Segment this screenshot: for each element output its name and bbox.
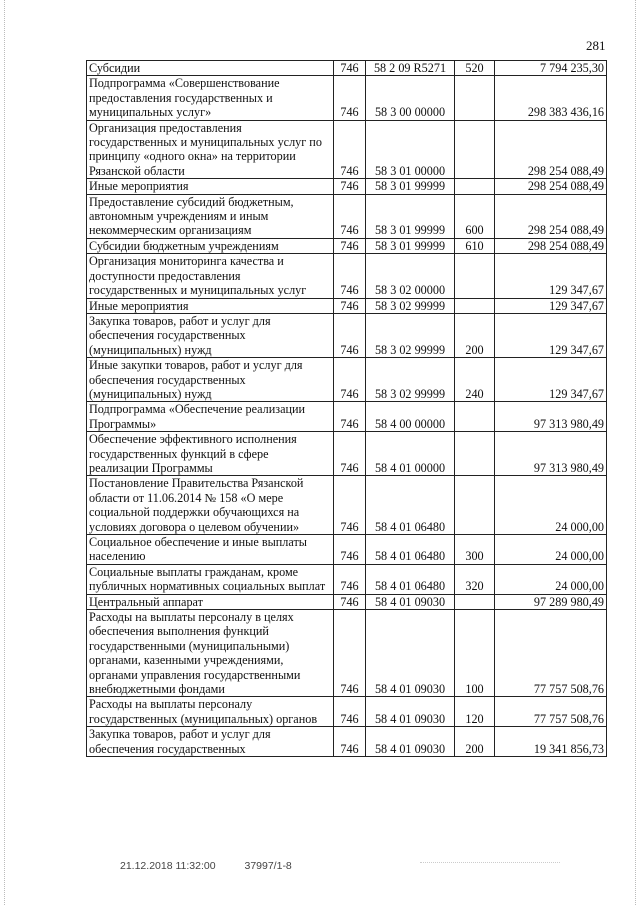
budget-table	[86, 60, 607, 757]
table-row	[87, 476, 607, 535]
cell-expense-kind	[455, 298, 495, 313]
cell-code: 58 4 01 09030	[366, 727, 455, 757]
footer-timestamp: 21.12.2018 11:32:00	[120, 860, 216, 872]
cell-expense-kind: 200	[455, 313, 495, 357]
cell-code: 58 3 01 99999	[366, 238, 455, 253]
cell-code: 58 3 01 00000	[366, 120, 455, 179]
footer	[120, 860, 318, 872]
cell-ministry: 746	[334, 432, 366, 476]
cell-code: 58 4 01 09030	[366, 610, 455, 697]
table-row	[87, 402, 607, 432]
cell-code: 58 4 00 00000	[366, 402, 455, 432]
cell-name: Центральный аппарат	[87, 594, 334, 609]
cell-expense-kind: 240	[455, 358, 495, 402]
table-row	[87, 61, 607, 76]
table-row	[87, 120, 607, 179]
cell-name: Социальные выплаты гражданам, кроме публичных нормативных социальных выплат	[87, 564, 334, 594]
cell-name: Субсидии	[87, 61, 334, 76]
cell-ministry: 746	[334, 179, 366, 194]
table-row	[87, 238, 607, 253]
table-row	[87, 432, 607, 476]
cell-amount: 7 794 235,30	[495, 61, 607, 76]
cell-expense-kind: 100	[455, 610, 495, 697]
cell-code: 58 4 01 06480	[366, 564, 455, 594]
cell-ministry: 746	[334, 76, 366, 120]
faint-stamp-line	[420, 862, 560, 873]
cell-expense-kind	[455, 179, 495, 194]
cell-name: Организация предоставления государственных и муниципальных услуг по принципу «одного окна» на территории Рязанской области	[87, 120, 334, 179]
page-number: 281	[586, 38, 606, 53]
cell-amount: 97 313 980,49	[495, 402, 607, 432]
cell-name: Иные мероприятия	[87, 179, 334, 194]
table-row	[87, 535, 607, 565]
cell-expense-kind: 610	[455, 238, 495, 253]
cell-expense-kind	[455, 76, 495, 120]
cell-expense-kind: 300	[455, 535, 495, 565]
cell-amount: 19 341 856,73	[495, 727, 607, 757]
cell-code: 58 3 01 99999	[366, 179, 455, 194]
cell-ministry: 746	[334, 313, 366, 357]
cell-ministry: 746	[334, 564, 366, 594]
cell-ministry: 746	[334, 535, 366, 565]
cell-expense-kind	[455, 476, 495, 535]
cell-expense-kind: 320	[455, 564, 495, 594]
cell-expense-kind: 600	[455, 194, 495, 238]
cell-code: 58 4 01 09030	[366, 697, 455, 727]
cell-expense-kind	[455, 594, 495, 609]
table-row	[87, 76, 607, 120]
cell-code: 58 4 01 06480	[366, 535, 455, 565]
cell-name: Подпрограмма «Обеспечение реализации Программы»	[87, 402, 334, 432]
cell-expense-kind: 120	[455, 697, 495, 727]
cell-code: 58 3 02 99999	[366, 298, 455, 313]
table-row	[87, 697, 607, 727]
cell-name: Подпрограмма «Совершенствование предоставления государственных и муниципальных услуг»	[87, 76, 334, 120]
cell-ministry: 746	[334, 238, 366, 253]
table-row	[87, 610, 607, 697]
cell-name: Иные мероприятия	[87, 298, 334, 313]
budget-table-body	[87, 61, 607, 757]
cell-amount: 77 757 508,76	[495, 610, 607, 697]
cell-code: 58 3 00 00000	[366, 76, 455, 120]
cell-amount: 298 383 436,16	[495, 76, 607, 120]
cell-amount: 129 347,67	[495, 298, 607, 313]
cell-amount: 97 289 980,49	[495, 594, 607, 609]
cell-code: 58 3 02 99999	[366, 358, 455, 402]
cell-name: Закупка товаров, работ и услуг для обеспечения государственных	[87, 727, 334, 757]
table-row	[87, 179, 607, 194]
table-row	[87, 313, 607, 357]
cell-ministry: 746	[334, 610, 366, 697]
cell-ministry: 746	[334, 358, 366, 402]
cell-name: Расходы на выплаты персоналу в целях обеспечения выполнения функций государственными (муниципальными) органами, казенными учреждениями, органами управления государственными внебюджетными фондами	[87, 610, 334, 697]
table-row	[87, 594, 607, 609]
table-row	[87, 194, 607, 238]
cell-ministry: 746	[334, 594, 366, 609]
cell-expense-kind: 200	[455, 727, 495, 757]
cell-amount: 97 313 980,49	[495, 432, 607, 476]
cell-expense-kind	[455, 120, 495, 179]
cell-name: Организация мониторинга качества и доступности предоставления государственных и муниципальных услуг	[87, 254, 334, 298]
cell-amount: 298 254 088,49	[495, 120, 607, 179]
cell-ministry: 746	[334, 402, 366, 432]
table-row	[87, 254, 607, 298]
left-margin-dots	[4, 0, 8, 905]
cell-code: 58 4 01 06480	[366, 476, 455, 535]
cell-name: Обеспечение эффективного исполнения государственных функций в сфере реализации Программы	[87, 432, 334, 476]
cell-ministry: 746	[334, 727, 366, 757]
cell-ministry: 746	[334, 254, 366, 298]
cell-name: Иные закупки товаров, работ и услуг для обеспечения государственных (муниципальных) нужд	[87, 358, 334, 402]
footer-doc-id: 37997/1-8	[244, 860, 292, 872]
cell-expense-kind	[455, 254, 495, 298]
table-row	[87, 298, 607, 313]
cell-name: Закупка товаров, работ и услуг для обеспечения государственных (муниципальных) нужд	[87, 313, 334, 357]
cell-amount: 77 757 508,76	[495, 697, 607, 727]
cell-code: 58 4 01 09030	[366, 594, 455, 609]
cell-ministry: 746	[334, 697, 366, 727]
cell-ministry: 746	[334, 61, 366, 76]
cell-amount: 24 000,00	[495, 564, 607, 594]
cell-expense-kind	[455, 402, 495, 432]
cell-ministry: 746	[334, 194, 366, 238]
cell-code: 58 3 02 00000	[366, 254, 455, 298]
cell-amount: 24 000,00	[495, 476, 607, 535]
cell-amount: 129 347,67	[495, 254, 607, 298]
cell-amount: 129 347,67	[495, 358, 607, 402]
cell-amount: 298 254 088,49	[495, 238, 607, 253]
cell-ministry: 746	[334, 298, 366, 313]
cell-name: Субсидии бюджетным учреждениям	[87, 238, 334, 253]
cell-expense-kind: 520	[455, 61, 495, 76]
table-row	[87, 727, 607, 757]
cell-name: Расходы на выплаты персоналу государственных (муниципальных) органов	[87, 697, 334, 727]
table-row	[87, 564, 607, 594]
cell-ministry: 746	[334, 476, 366, 535]
right-margin-dots	[632, 0, 636, 905]
cell-name: Социальное обеспечение и иные выплаты населению	[87, 535, 334, 565]
cell-amount: 129 347,67	[495, 313, 607, 357]
table-row	[87, 358, 607, 402]
cell-name: Постановление Правительства Рязанской области от 11.06.2014 № 158 «О мере социальной поддержки обучающихся на условиях договора о целевом обучении»	[87, 476, 334, 535]
cell-amount: 24 000,00	[495, 535, 607, 565]
cell-code: 58 4 01 00000	[366, 432, 455, 476]
cell-code: 58 3 02 99999	[366, 313, 455, 357]
cell-expense-kind	[455, 432, 495, 476]
cell-ministry: 746	[334, 120, 366, 179]
cell-name: Предоставление субсидий бюджетным, автономным учреждениям и иным некоммерческим организациям	[87, 194, 334, 238]
cell-code: 58 2 09 R5271	[366, 61, 455, 76]
cell-code: 58 3 01 99999	[366, 194, 455, 238]
cell-amount: 298 254 088,49	[495, 194, 607, 238]
cell-amount: 298 254 088,49	[495, 179, 607, 194]
